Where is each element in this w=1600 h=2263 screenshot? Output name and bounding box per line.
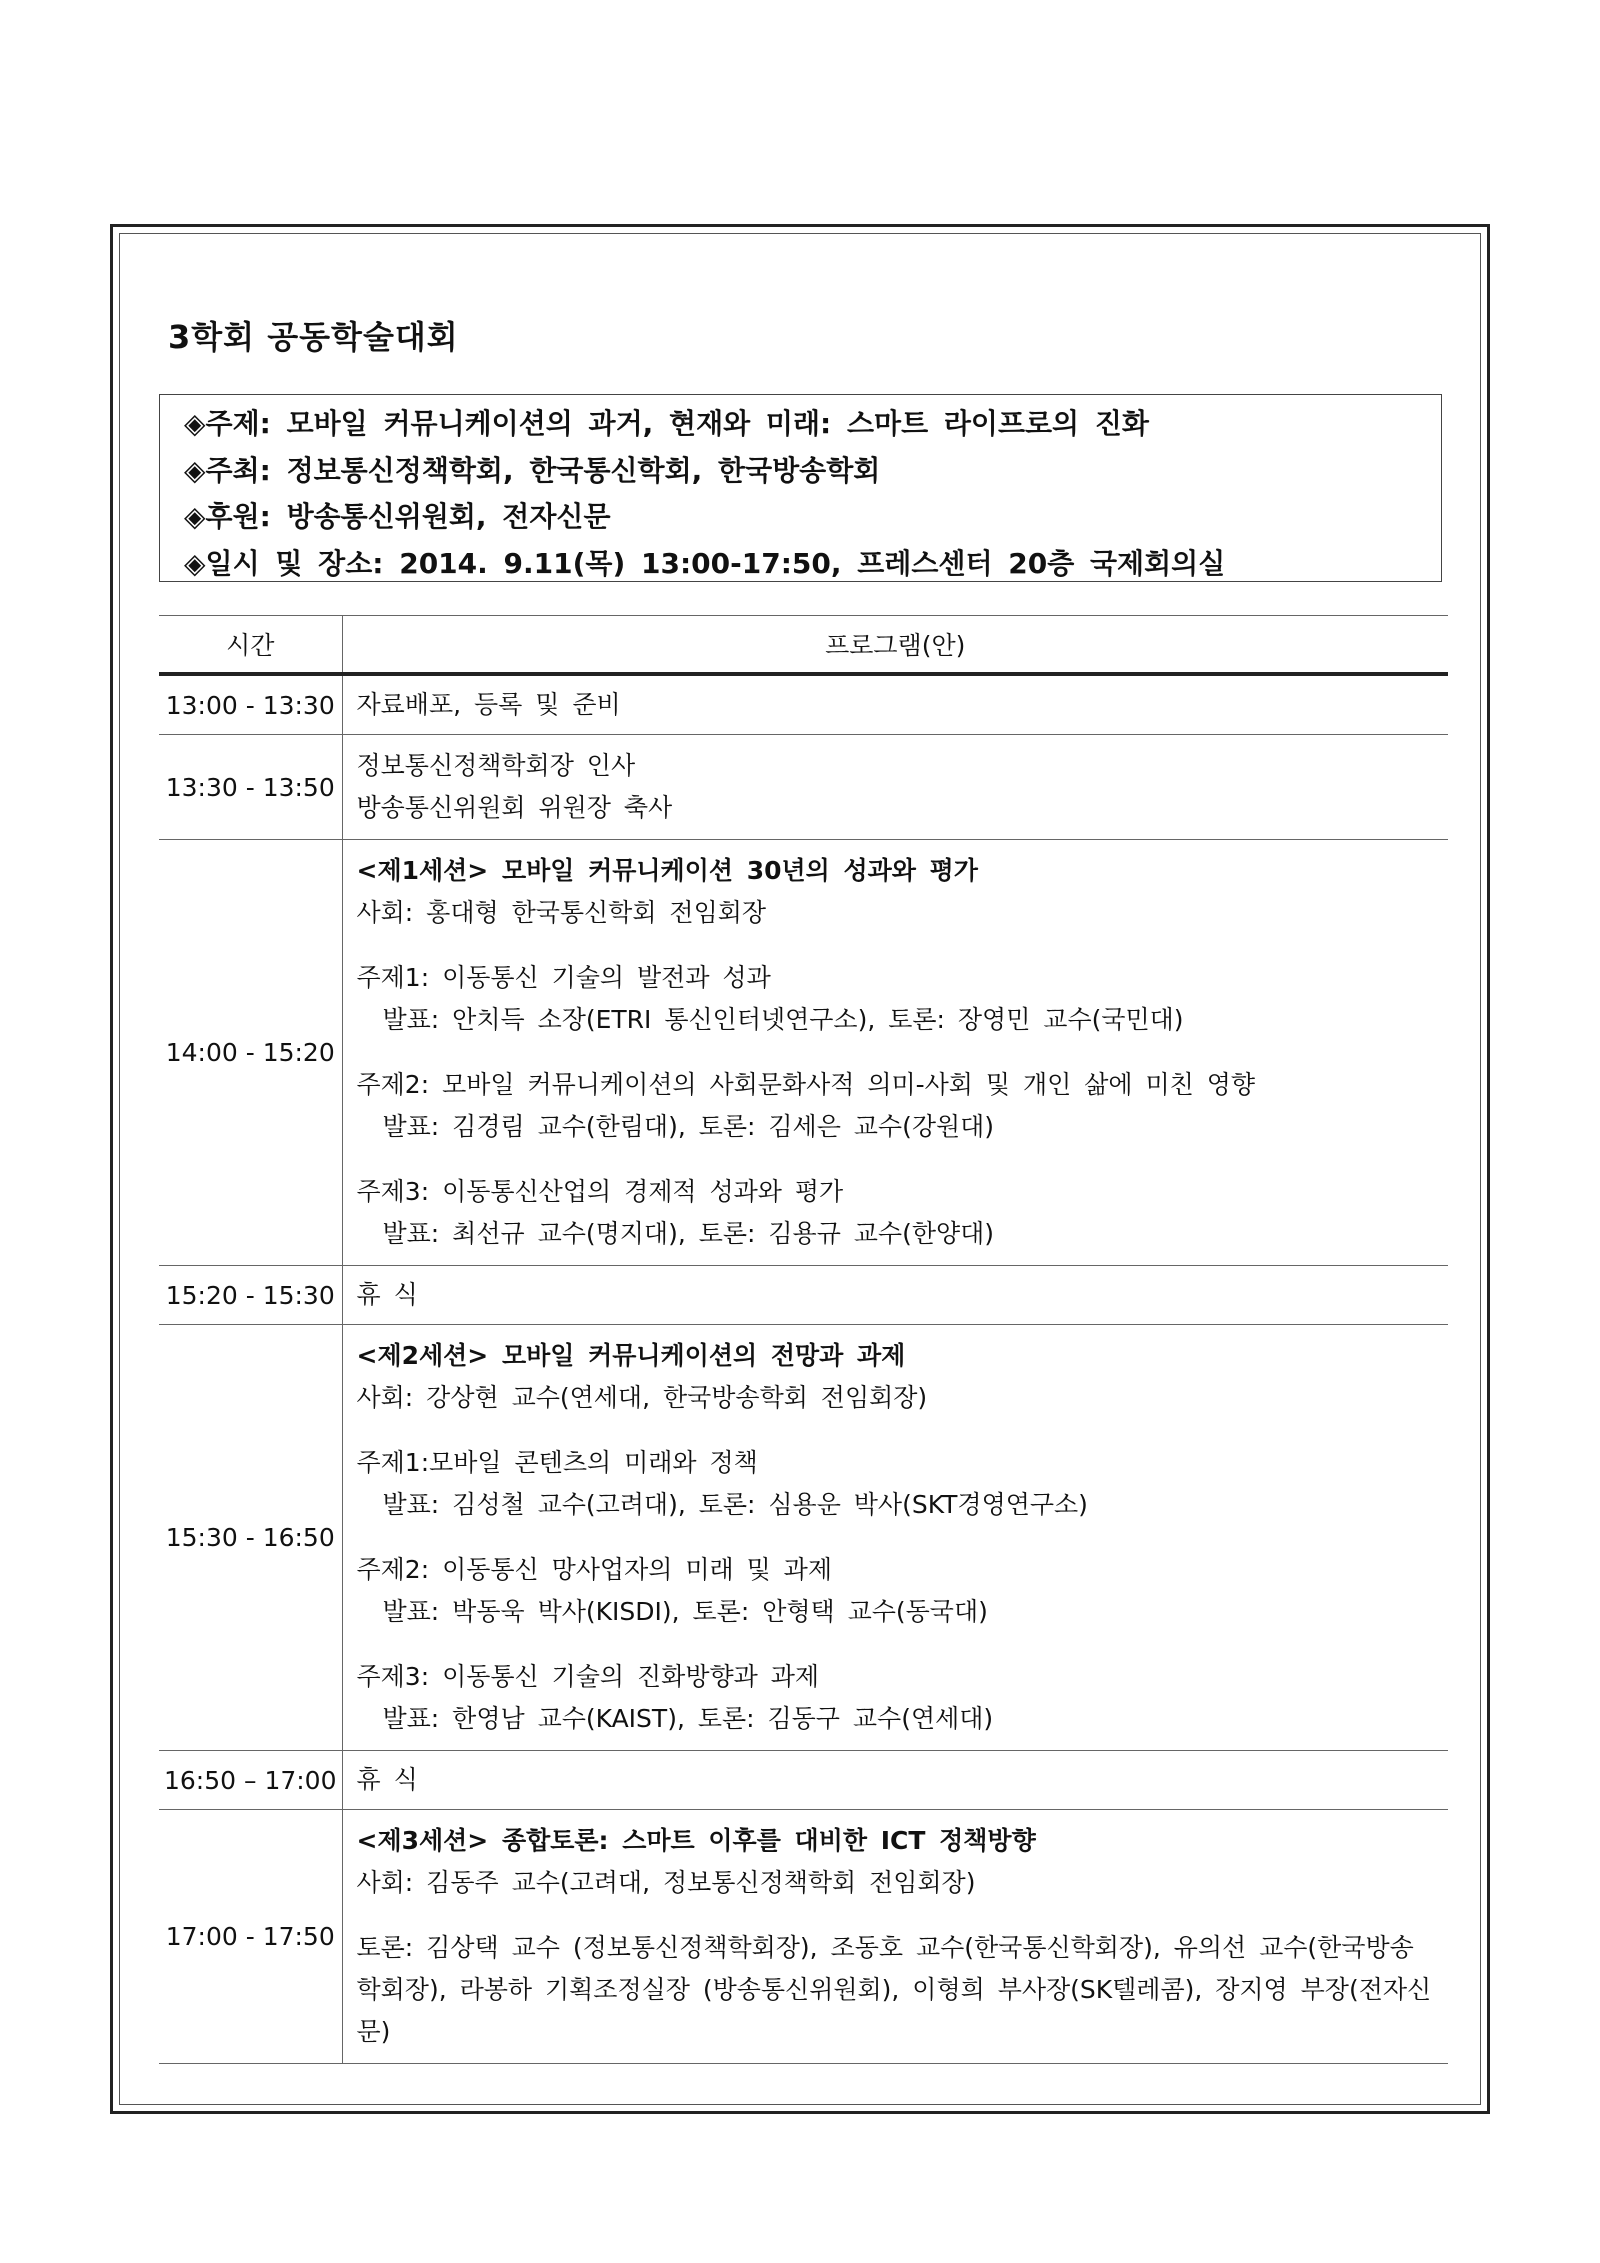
table-row <box>159 1266 1448 1325</box>
topic-detail: 발표: 안치득 소장(ETRI 통신인터넷연구소), 토론: 장영민 교수(국민대) <box>382 1005 1184 1034</box>
panel-discussants: 토론: 김상택 교수 (정보통신정책학회장), 조동호 교수(한국통신학회장), 유의선 교수(한국방송학회장), 라봉하 기획조정실장 (방송통신위원회), 이형희 부사장(SK텔레콤), 장지영 부장(전자신문) <box>356 1933 1432 2046</box>
topic-title: 주제1:모바일 콘텐츠의 미래와 정책 <box>356 1448 758 1477</box>
row-program <box>342 1266 1448 1325</box>
topic-title: 주제3: 이동통신산업의 경제적 성과와 평가 <box>356 1177 844 1206</box>
info-host: ◈주최: 정보통신정책학회, 한국통신학회, 한국방송학회 <box>184 453 881 487</box>
session-moderator: 사회: 강상현 교수(연세대, 한국방송학회 전임회장) <box>356 1383 928 1412</box>
row-program <box>342 1751 1448 1810</box>
row-program <box>342 735 1448 840</box>
row-time: 17:00 - 17:50 <box>159 1810 342 2064</box>
topic-title: 주제3: 이동통신 기술의 진화방향과 과제 <box>356 1662 820 1691</box>
info-theme: ◈주제: 모바일 커뮤니케이션의 과거, 현재와 미래: 스마트 라이프로의 진화 <box>184 407 1149 440</box>
break-label: 휴 식 <box>356 1280 418 1309</box>
program-line: 자료배포, 등록 및 준비 <box>356 690 621 719</box>
table-row <box>159 735 1448 840</box>
program-line: 방송통신위원회 위원장 축사 <box>356 793 673 822</box>
topic-title: 주제2: 이동통신 망사업자의 미래 및 과제 <box>356 1555 832 1584</box>
session-title: <제2세션> 모바일 커뮤니케이션의 전망과 과제 <box>356 1341 906 1370</box>
topic-detail: 발표: 김성철 교수(고려대), 토론: 심용운 박사(SKT경영연구소) <box>382 1490 1088 1519</box>
topic-detail: 발표: 김경림 교수(한림대), 토론: 김세은 교수(강원대) <box>382 1112 995 1141</box>
table-header-row <box>159 616 1448 675</box>
row-program <box>342 1810 1448 2064</box>
table-row <box>159 1810 1448 2064</box>
table-row <box>159 674 1448 735</box>
event-info-box <box>159 394 1442 582</box>
row-time: 13:30 - 13:50 <box>159 735 342 840</box>
row-time: 13:00 - 13:30 <box>159 674 342 735</box>
row-program <box>342 1325 1448 1751</box>
topic-detail: 발표: 박동욱 박사(KISDI), 토론: 안형택 교수(동국대) <box>382 1597 988 1626</box>
break-label: 휴 식 <box>356 1765 418 1794</box>
info-sponsor: ◈후원: 방송통신위원회, 전자신문 <box>184 500 611 533</box>
row-time: 15:30 - 16:50 <box>159 1325 342 1751</box>
table-row <box>159 1325 1448 1751</box>
topic-title: 주제1: 이동통신 기술의 발전과 성과 <box>356 963 771 992</box>
session-moderator: 사회: 김동주 교수(고려대, 정보통신정책학회 전임회장) <box>356 1868 976 1897</box>
header-program: 프로그램(안) <box>342 616 1448 675</box>
topic-detail: 발표: 한영남 교수(KAIST), 토론: 김동구 교수(연세대) <box>382 1704 994 1733</box>
row-time: 16:50 – 17:00 <box>159 1751 342 1810</box>
session-moderator: 사회: 홍대형 한국통신학회 전임회장 <box>356 898 767 927</box>
program-line: 정보통신정책학회장 인사 <box>356 751 636 780</box>
session-title: <제1세션> 모바일 커뮤니케이션 30년의 성과와 평가 <box>356 856 978 885</box>
topic-title: 주제2: 모바일 커뮤니케이션의 사회문화사적 의미-사회 및 개인 삶에 미친 영향 <box>356 1070 1256 1099</box>
table-row <box>159 840 1448 1266</box>
table-row <box>159 1751 1448 1810</box>
row-time: 15:20 - 15:30 <box>159 1266 342 1325</box>
info-datetime-venue: ◈일시 및 장소: 2014. 9.11(목) 13:00-17:50, 프레스센터 20층 국제회의실 <box>184 546 1226 580</box>
topic-detail: 발표: 최선규 교수(명지대), 토론: 김용규 교수(한양대) <box>382 1219 995 1248</box>
schedule-table <box>159 615 1448 2064</box>
row-program <box>342 840 1448 1266</box>
row-time: 14:00 - 15:20 <box>159 840 342 1266</box>
header-time: 시간 <box>159 616 342 675</box>
row-program <box>342 674 1448 735</box>
session-title: <제3세션> 종합토론: 스마트 이후를 대비한 ICT 정책방향 <box>356 1826 1036 1855</box>
document-title: 3학회 공동학술대회 <box>168 318 459 356</box>
